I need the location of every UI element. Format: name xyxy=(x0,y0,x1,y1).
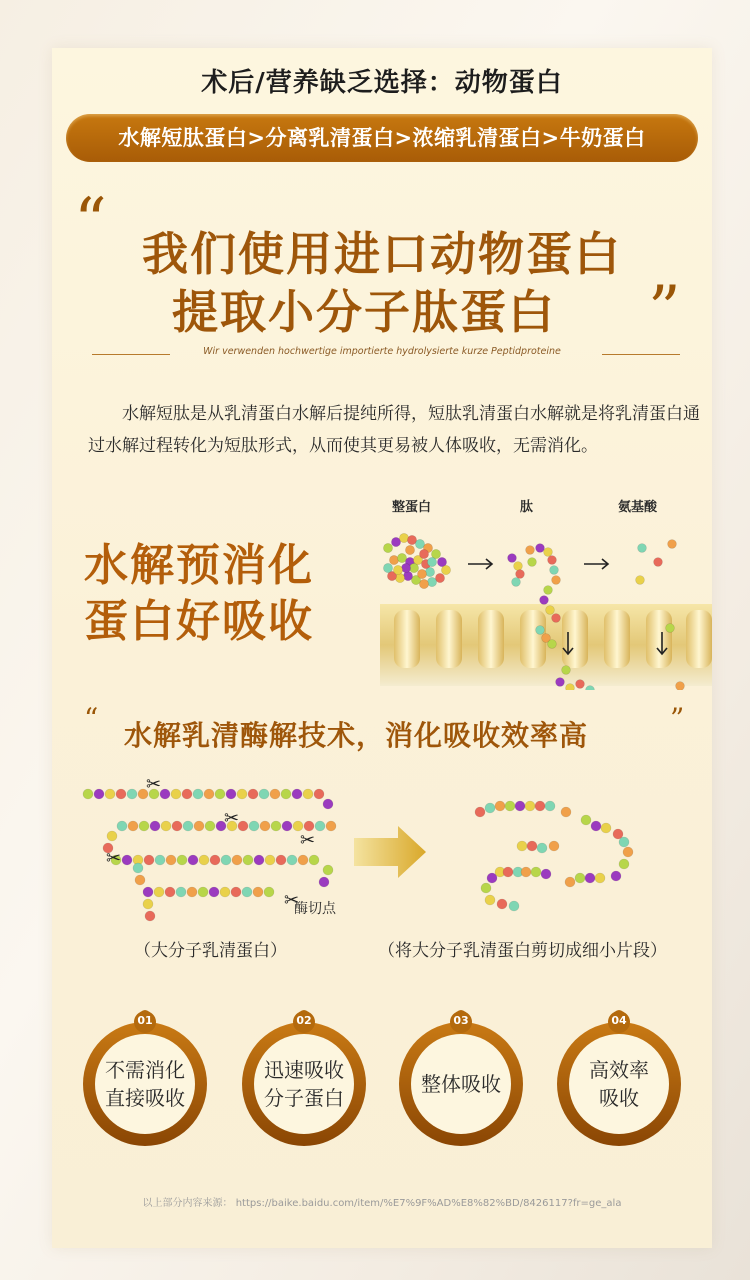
bead xyxy=(585,873,595,883)
bead xyxy=(198,887,208,897)
bead xyxy=(638,544,647,553)
bead xyxy=(531,867,541,877)
bead xyxy=(116,789,126,799)
bead xyxy=(545,801,555,811)
bead xyxy=(516,570,525,579)
feature-number: 01 xyxy=(137,1014,153,1027)
bead xyxy=(497,899,507,909)
source-footer: 以上部分内容来源： https://baike.baidu.com/item/%E7%9F%AD%E8%82%BD/8426117?fr=ge_ala xyxy=(142,1198,622,1209)
feature-line2: 吸收 xyxy=(599,1086,639,1110)
bead xyxy=(287,855,297,865)
ranking-banner xyxy=(66,114,698,162)
bead xyxy=(183,821,193,831)
bead xyxy=(154,887,164,897)
bead xyxy=(204,789,214,799)
bead xyxy=(544,548,553,557)
bead xyxy=(636,576,645,585)
bead xyxy=(161,821,171,831)
bead xyxy=(260,821,270,831)
feature-line1: 高效率 xyxy=(589,1058,649,1082)
bead xyxy=(187,887,197,897)
bead xyxy=(323,865,333,875)
divider-right xyxy=(602,354,680,355)
bead xyxy=(282,821,292,831)
label-peptide: 肽 xyxy=(520,500,534,515)
bead xyxy=(552,576,561,585)
bead xyxy=(521,867,531,877)
label-whole-protein: 整蛋白 xyxy=(392,500,432,515)
bead xyxy=(556,678,565,687)
bead xyxy=(199,855,209,865)
bead xyxy=(525,801,535,811)
bead xyxy=(145,911,155,921)
bead xyxy=(561,807,571,817)
bead xyxy=(135,875,145,885)
bead xyxy=(237,789,247,799)
bead xyxy=(528,558,537,567)
feature-line2: 分子蛋白 xyxy=(264,1086,344,1110)
bead xyxy=(399,533,408,542)
bead xyxy=(117,821,127,831)
bead xyxy=(265,855,275,865)
bead xyxy=(427,557,436,566)
bead xyxy=(548,556,557,565)
bead xyxy=(666,624,675,633)
cut-point-label: 酶切点 xyxy=(294,901,336,917)
feature-circle-01 xyxy=(74,996,216,1156)
bead xyxy=(576,680,585,689)
feature-circle-03 xyxy=(390,996,532,1156)
close-quote: ” xyxy=(648,273,681,347)
bead xyxy=(676,682,685,690)
bead xyxy=(215,789,225,799)
bead xyxy=(171,789,181,799)
bead xyxy=(417,569,426,578)
bead xyxy=(541,869,551,879)
bead xyxy=(425,567,434,576)
bead xyxy=(586,686,595,690)
bead xyxy=(176,887,186,897)
bead xyxy=(122,855,132,865)
bead xyxy=(485,803,495,813)
bead xyxy=(133,863,143,873)
caption-large-protein: （大分子乳清蛋白） xyxy=(134,941,287,961)
bead xyxy=(298,855,308,865)
bead xyxy=(619,859,629,869)
bead xyxy=(595,873,605,883)
bead xyxy=(319,877,329,887)
absorption-diagram xyxy=(380,518,712,690)
bead xyxy=(389,555,398,564)
bead xyxy=(303,789,313,799)
bead xyxy=(383,563,392,572)
headline-line1: 我们使用进口动物蛋白 xyxy=(142,227,622,281)
bead xyxy=(481,883,491,893)
feature-label xyxy=(411,1070,511,1098)
bead xyxy=(544,586,553,595)
bead xyxy=(209,887,219,897)
bead xyxy=(401,563,410,572)
content-card xyxy=(52,48,712,1248)
bead xyxy=(403,571,412,580)
scissor-icon: ✂ xyxy=(224,808,240,829)
features-row xyxy=(52,996,712,1156)
bead xyxy=(509,901,519,911)
feature-circle-04 xyxy=(548,996,690,1156)
bead xyxy=(485,895,495,905)
bead xyxy=(270,789,280,799)
bead xyxy=(383,543,392,552)
description-paragraph xyxy=(88,398,700,462)
headline-line2: 提取小分子肽蛋白 xyxy=(172,285,556,339)
feature-line1: 不需消化 xyxy=(105,1058,185,1082)
bead xyxy=(259,789,269,799)
bead xyxy=(253,887,263,897)
bead xyxy=(232,855,242,865)
bead xyxy=(254,855,264,865)
section2-open-quote: “ xyxy=(84,702,99,735)
bead xyxy=(177,855,187,865)
bead xyxy=(143,899,153,909)
headline-subtitle: Wir verwenden hochwertige importierte hydrolysierte kurze Peptidproteine xyxy=(203,346,561,357)
bead xyxy=(323,799,333,809)
bead xyxy=(165,887,175,897)
bead xyxy=(565,877,575,887)
bead xyxy=(536,626,545,635)
feature-line1: 迅速吸收 xyxy=(264,1058,344,1082)
bead xyxy=(512,578,521,587)
bead xyxy=(226,789,236,799)
scissor-icon: ✂ xyxy=(146,774,162,795)
bead xyxy=(517,841,527,851)
bead xyxy=(94,789,104,799)
bead xyxy=(231,887,241,897)
bead xyxy=(83,789,93,799)
scissor-icon: ✂ xyxy=(284,890,300,911)
absorb-title-line1: 水解预消化 xyxy=(84,540,314,591)
section2-title: 水解乳清酶解技术，消化吸收效率高 xyxy=(124,719,589,752)
bead xyxy=(155,855,165,865)
section2-close-quote: ” xyxy=(670,702,685,735)
bead xyxy=(194,821,204,831)
bead xyxy=(326,821,336,831)
feature-label xyxy=(254,1056,354,1112)
bead xyxy=(248,789,258,799)
bead xyxy=(395,573,404,582)
page-title: 术后/营养缺乏选择：动物蛋白 xyxy=(201,68,563,98)
bead xyxy=(172,821,182,831)
bead xyxy=(143,887,153,897)
bead xyxy=(419,549,428,558)
feature-circle-02 xyxy=(233,996,375,1156)
bead xyxy=(668,540,677,549)
feature-label xyxy=(569,1056,669,1112)
bead xyxy=(105,789,115,799)
bead xyxy=(220,887,230,897)
bead xyxy=(193,789,203,799)
bead xyxy=(527,841,537,851)
bead xyxy=(271,821,281,831)
open-quote: “ xyxy=(74,185,107,259)
bead xyxy=(526,546,535,555)
bead xyxy=(210,855,220,865)
feature-label xyxy=(95,1056,195,1112)
bead xyxy=(654,558,663,567)
bead xyxy=(427,577,436,586)
bead xyxy=(535,801,545,811)
bead xyxy=(619,837,629,847)
bead xyxy=(548,640,557,649)
feature-line1: 整体吸收 xyxy=(421,1072,501,1096)
bead xyxy=(550,566,559,575)
bead xyxy=(150,821,160,831)
bead xyxy=(405,545,414,554)
transform-arrow-icon xyxy=(354,826,426,878)
ranking-text: 水解短肽蛋白>分离乳清蛋白>浓缩乳清蛋白>牛奶蛋白 xyxy=(118,126,646,150)
enzyme-cutting-diagram xyxy=(76,768,696,938)
bead xyxy=(601,823,611,833)
bead xyxy=(503,867,513,877)
bead xyxy=(221,855,231,865)
bead xyxy=(314,789,324,799)
bead xyxy=(537,843,547,853)
bead xyxy=(166,855,176,865)
bead xyxy=(562,666,571,675)
divider-left xyxy=(92,354,170,355)
scissor-icon: ✂ xyxy=(106,848,122,869)
bead xyxy=(546,606,555,615)
bead xyxy=(515,801,525,811)
bead xyxy=(611,871,621,881)
bead xyxy=(107,831,117,841)
bead xyxy=(160,789,170,799)
bead xyxy=(238,821,248,831)
bead xyxy=(495,801,505,811)
bead xyxy=(139,821,149,831)
feature-number: 03 xyxy=(453,1014,469,1027)
bead xyxy=(281,789,291,799)
bead xyxy=(144,855,154,865)
bead xyxy=(552,614,561,623)
bead xyxy=(243,855,253,865)
bead xyxy=(276,855,286,865)
bead xyxy=(264,887,274,897)
bead xyxy=(128,821,138,831)
bead xyxy=(566,684,575,690)
bead xyxy=(249,821,259,831)
bead xyxy=(581,815,591,825)
bead xyxy=(205,821,215,831)
bead xyxy=(575,873,585,883)
bead xyxy=(127,789,137,799)
feature-line2: 直接吸收 xyxy=(105,1086,185,1110)
bead xyxy=(536,544,545,553)
absorb-title-line2: 蛋白好吸收 xyxy=(84,596,314,647)
feature-number: 02 xyxy=(296,1014,312,1027)
description-text: 水解短肽是从乳清蛋白水解后提纯所得，短肽乳清蛋白水解就是将乳清蛋白通过水解过程转化为短肽形式，从而使其更易被人体吸收，无需消化。 xyxy=(88,404,700,456)
bead xyxy=(242,887,252,897)
bead xyxy=(475,807,485,817)
whole-protein-beads xyxy=(383,533,450,588)
bead xyxy=(182,789,192,799)
bead xyxy=(508,554,517,563)
bead xyxy=(505,801,515,811)
bead xyxy=(188,855,198,865)
feature-number: 04 xyxy=(611,1014,627,1027)
bead xyxy=(514,562,523,571)
bead xyxy=(309,855,319,865)
bead xyxy=(292,789,302,799)
bead xyxy=(393,565,402,574)
bead xyxy=(441,565,450,574)
bead xyxy=(540,596,549,605)
bead xyxy=(315,821,325,831)
label-amino-acid: 氨基酸 xyxy=(618,500,658,515)
bead xyxy=(623,847,633,857)
bead xyxy=(549,841,559,851)
scissor-icon: ✂ xyxy=(300,830,316,851)
small-fragments xyxy=(475,801,633,911)
bead xyxy=(591,821,601,831)
caption-fragments: （将大分子乳清蛋白剪切成细小片段） xyxy=(378,941,667,961)
